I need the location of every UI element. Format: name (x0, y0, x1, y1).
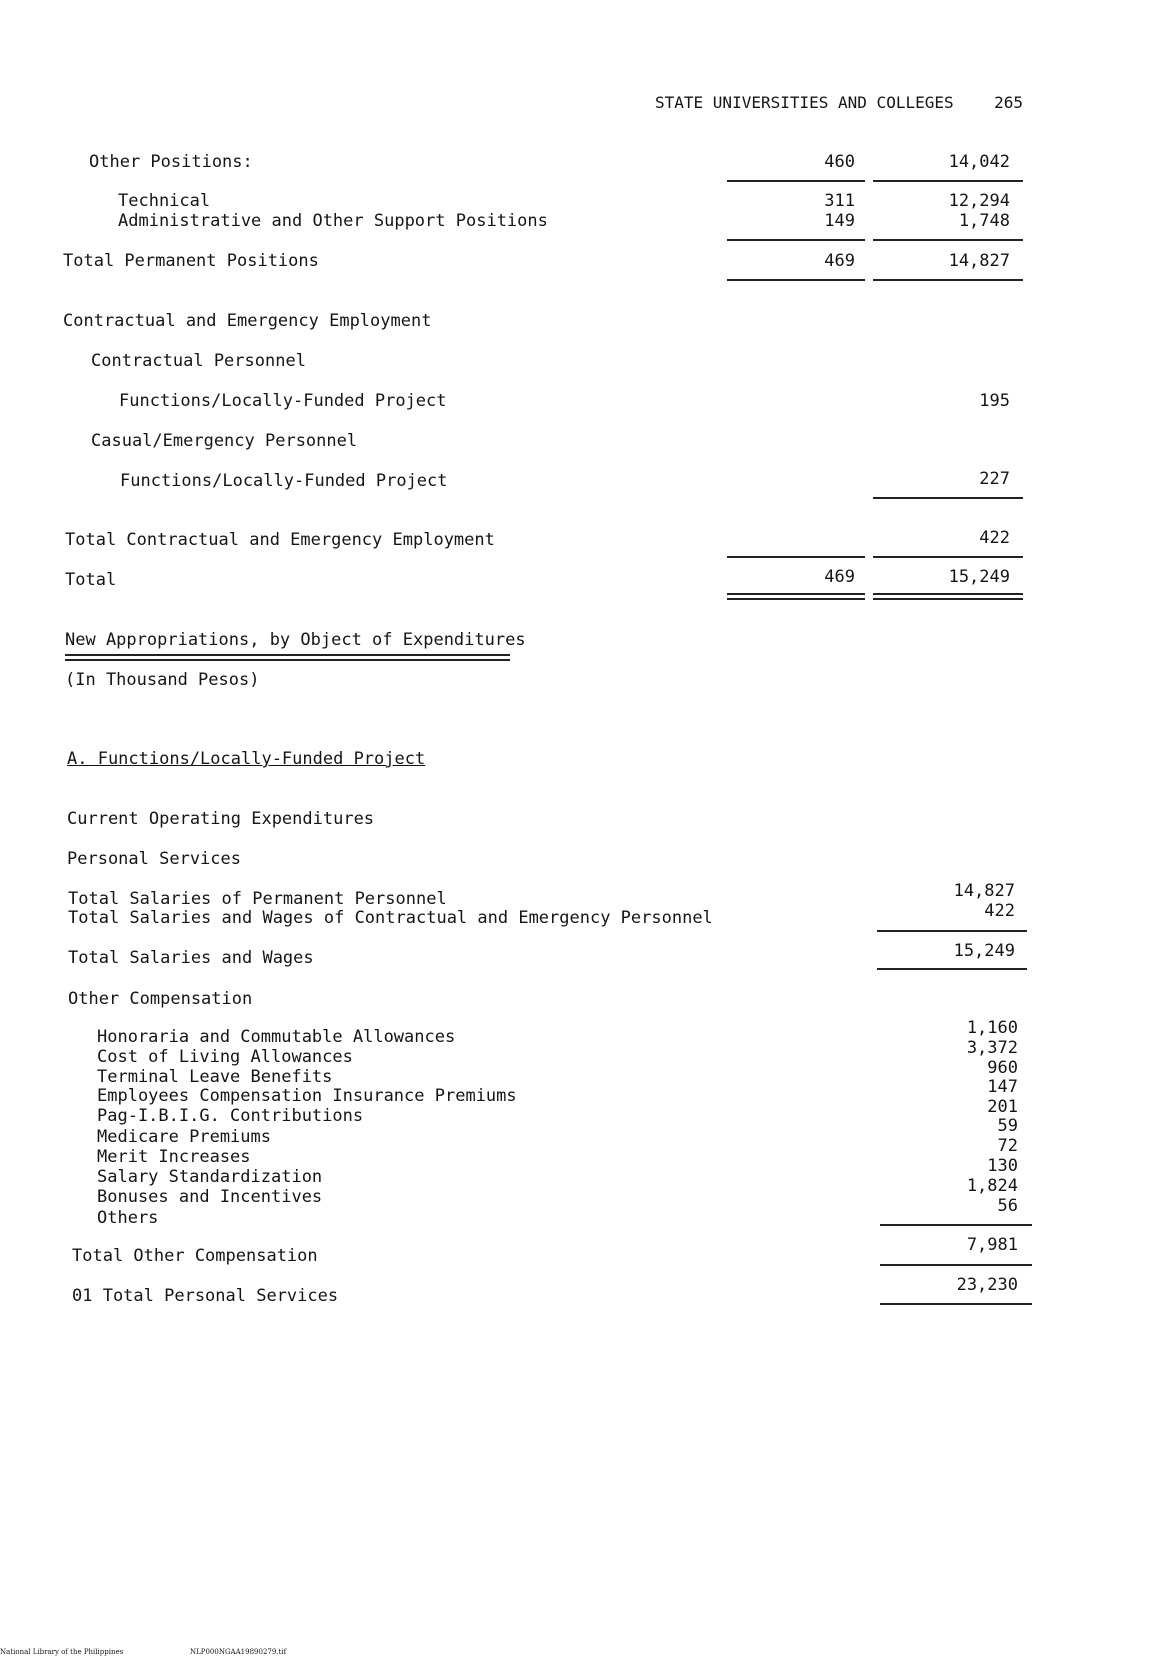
rule (727, 279, 865, 281)
admin-support-count: 149 (824, 211, 855, 231)
total-other-comp-amount: 7,981 (966, 1235, 1018, 1255)
technical-label: Technical (118, 191, 211, 211)
comp-item-amount: 201 (987, 1097, 1018, 1117)
comp-item-amount: 3,372 (966, 1038, 1018, 1058)
footer-library: National Library of the Philippines (0, 1648, 124, 1656)
double-rule (727, 593, 865, 600)
total-personal-services-label: 01 Total Personal Services (72, 1286, 339, 1306)
contractual-project-label: Functions/Locally-Funded Project (119, 391, 447, 411)
rule (727, 556, 865, 558)
other-compensation-label: Other Compensation (68, 989, 253, 1009)
footer-file-id: NLP000NGAA19890279.tif (190, 1648, 287, 1656)
technical-count: 311 (824, 191, 855, 211)
total-permanent-count: 469 (824, 251, 855, 271)
other-positions-count: 460 (824, 152, 855, 172)
appropriations-title: New Appropriations, by Object of Expenditures (65, 630, 526, 650)
rule (727, 239, 865, 241)
current-operating-label: Current Operating Expenditures (67, 809, 375, 829)
double-rule (873, 593, 1023, 600)
comp-item-label: Salary Standardization (97, 1167, 323, 1187)
casual-project-amount: 227 (979, 469, 1010, 489)
double-rule (65, 654, 510, 661)
comp-item-amount: 1,824 (966, 1176, 1018, 1196)
comp-item-label: Employees Compensation Insurance Premiums (97, 1086, 517, 1106)
comp-item-label: Others (97, 1208, 159, 1228)
rule (880, 1224, 1032, 1226)
comp-item-amount: 56 (997, 1196, 1018, 1216)
section-heading: A. Functions/Locally-Funded Project (67, 749, 426, 769)
total-contractual-label: Total Contractual and Emergency Employment (65, 530, 495, 550)
total-personal-services-amount: 23,230 (956, 1275, 1018, 1295)
casual-project-label: Functions/Locally-Funded Project (120, 471, 448, 491)
comp-item-amount: 147 (987, 1077, 1018, 1097)
rule (877, 968, 1027, 970)
rule (873, 279, 1023, 281)
comp-item-amount: 960 (987, 1058, 1018, 1078)
comp-item-amount: 72 (997, 1136, 1018, 1156)
page-number: 265 (994, 93, 1023, 112)
contractual-personnel-label: Contractual Personnel (91, 351, 306, 371)
rule (873, 497, 1023, 499)
comp-item-label: Cost of Living Allowances (97, 1047, 353, 1067)
rule (877, 930, 1027, 932)
total-contractual-amount: 422 (979, 528, 1010, 548)
total-salaries-label: Total Salaries and Wages (68, 948, 314, 968)
admin-support-amount: 1,748 (958, 211, 1010, 231)
comp-item-label: Medicare Premiums (97, 1127, 271, 1147)
running-title: STATE UNIVERSITIES AND COLLEGES (655, 93, 954, 112)
comp-item-label: Pag-I.B.I.G. Contributions (97, 1106, 364, 1126)
rule (880, 1303, 1032, 1305)
comp-item-amount: 130 (987, 1156, 1018, 1176)
grand-total-label: Total (65, 570, 117, 590)
personal-services-label: Personal Services (67, 849, 241, 869)
admin-support-label: Administrative and Other Support Positions (118, 211, 548, 231)
contractual-heading: Contractual and Emergency Employment (63, 311, 432, 331)
comp-item-amount: 1,160 (966, 1018, 1018, 1038)
contractual-project-amount: 195 (979, 391, 1010, 411)
grand-total-count: 469 (824, 567, 855, 587)
rule (727, 180, 865, 182)
other-positions-label: Other Positions: (89, 152, 253, 172)
comp-item-label: Merit Increases (97, 1147, 251, 1167)
salaries-permanent-label: Total Salaries of Permanent Personnel (68, 889, 447, 909)
rule (880, 1264, 1032, 1266)
technical-amount: 12,294 (948, 191, 1010, 211)
rule (873, 180, 1023, 182)
rule (873, 239, 1023, 241)
total-other-comp-label: Total Other Compensation (72, 1246, 318, 1266)
salaries-contractual-amount: 422 (984, 901, 1015, 921)
total-permanent-label: Total Permanent Positions (63, 251, 319, 271)
comp-item-label: Honoraria and Commutable Allowances (97, 1027, 456, 1047)
other-positions-amount: 14,042 (948, 152, 1010, 172)
comp-item-amount: 59 (997, 1116, 1018, 1136)
salaries-permanent-amount: 14,827 (953, 881, 1015, 901)
comp-item-label: Terminal Leave Benefits (97, 1067, 333, 1087)
salaries-contractual-label: Total Salaries and Wages of Contractual and Emergency Personnel (68, 908, 713, 928)
casual-personnel-label: Casual/Emergency Personnel (91, 431, 358, 451)
total-permanent-amount: 14,827 (948, 251, 1010, 271)
unit-label: (In Thousand Pesos) (65, 670, 260, 690)
total-salaries-amount: 15,249 (953, 941, 1015, 961)
grand-total-amount: 15,249 (948, 567, 1010, 587)
comp-item-label: Bonuses and Incentives (97, 1187, 323, 1207)
rule (873, 556, 1023, 558)
